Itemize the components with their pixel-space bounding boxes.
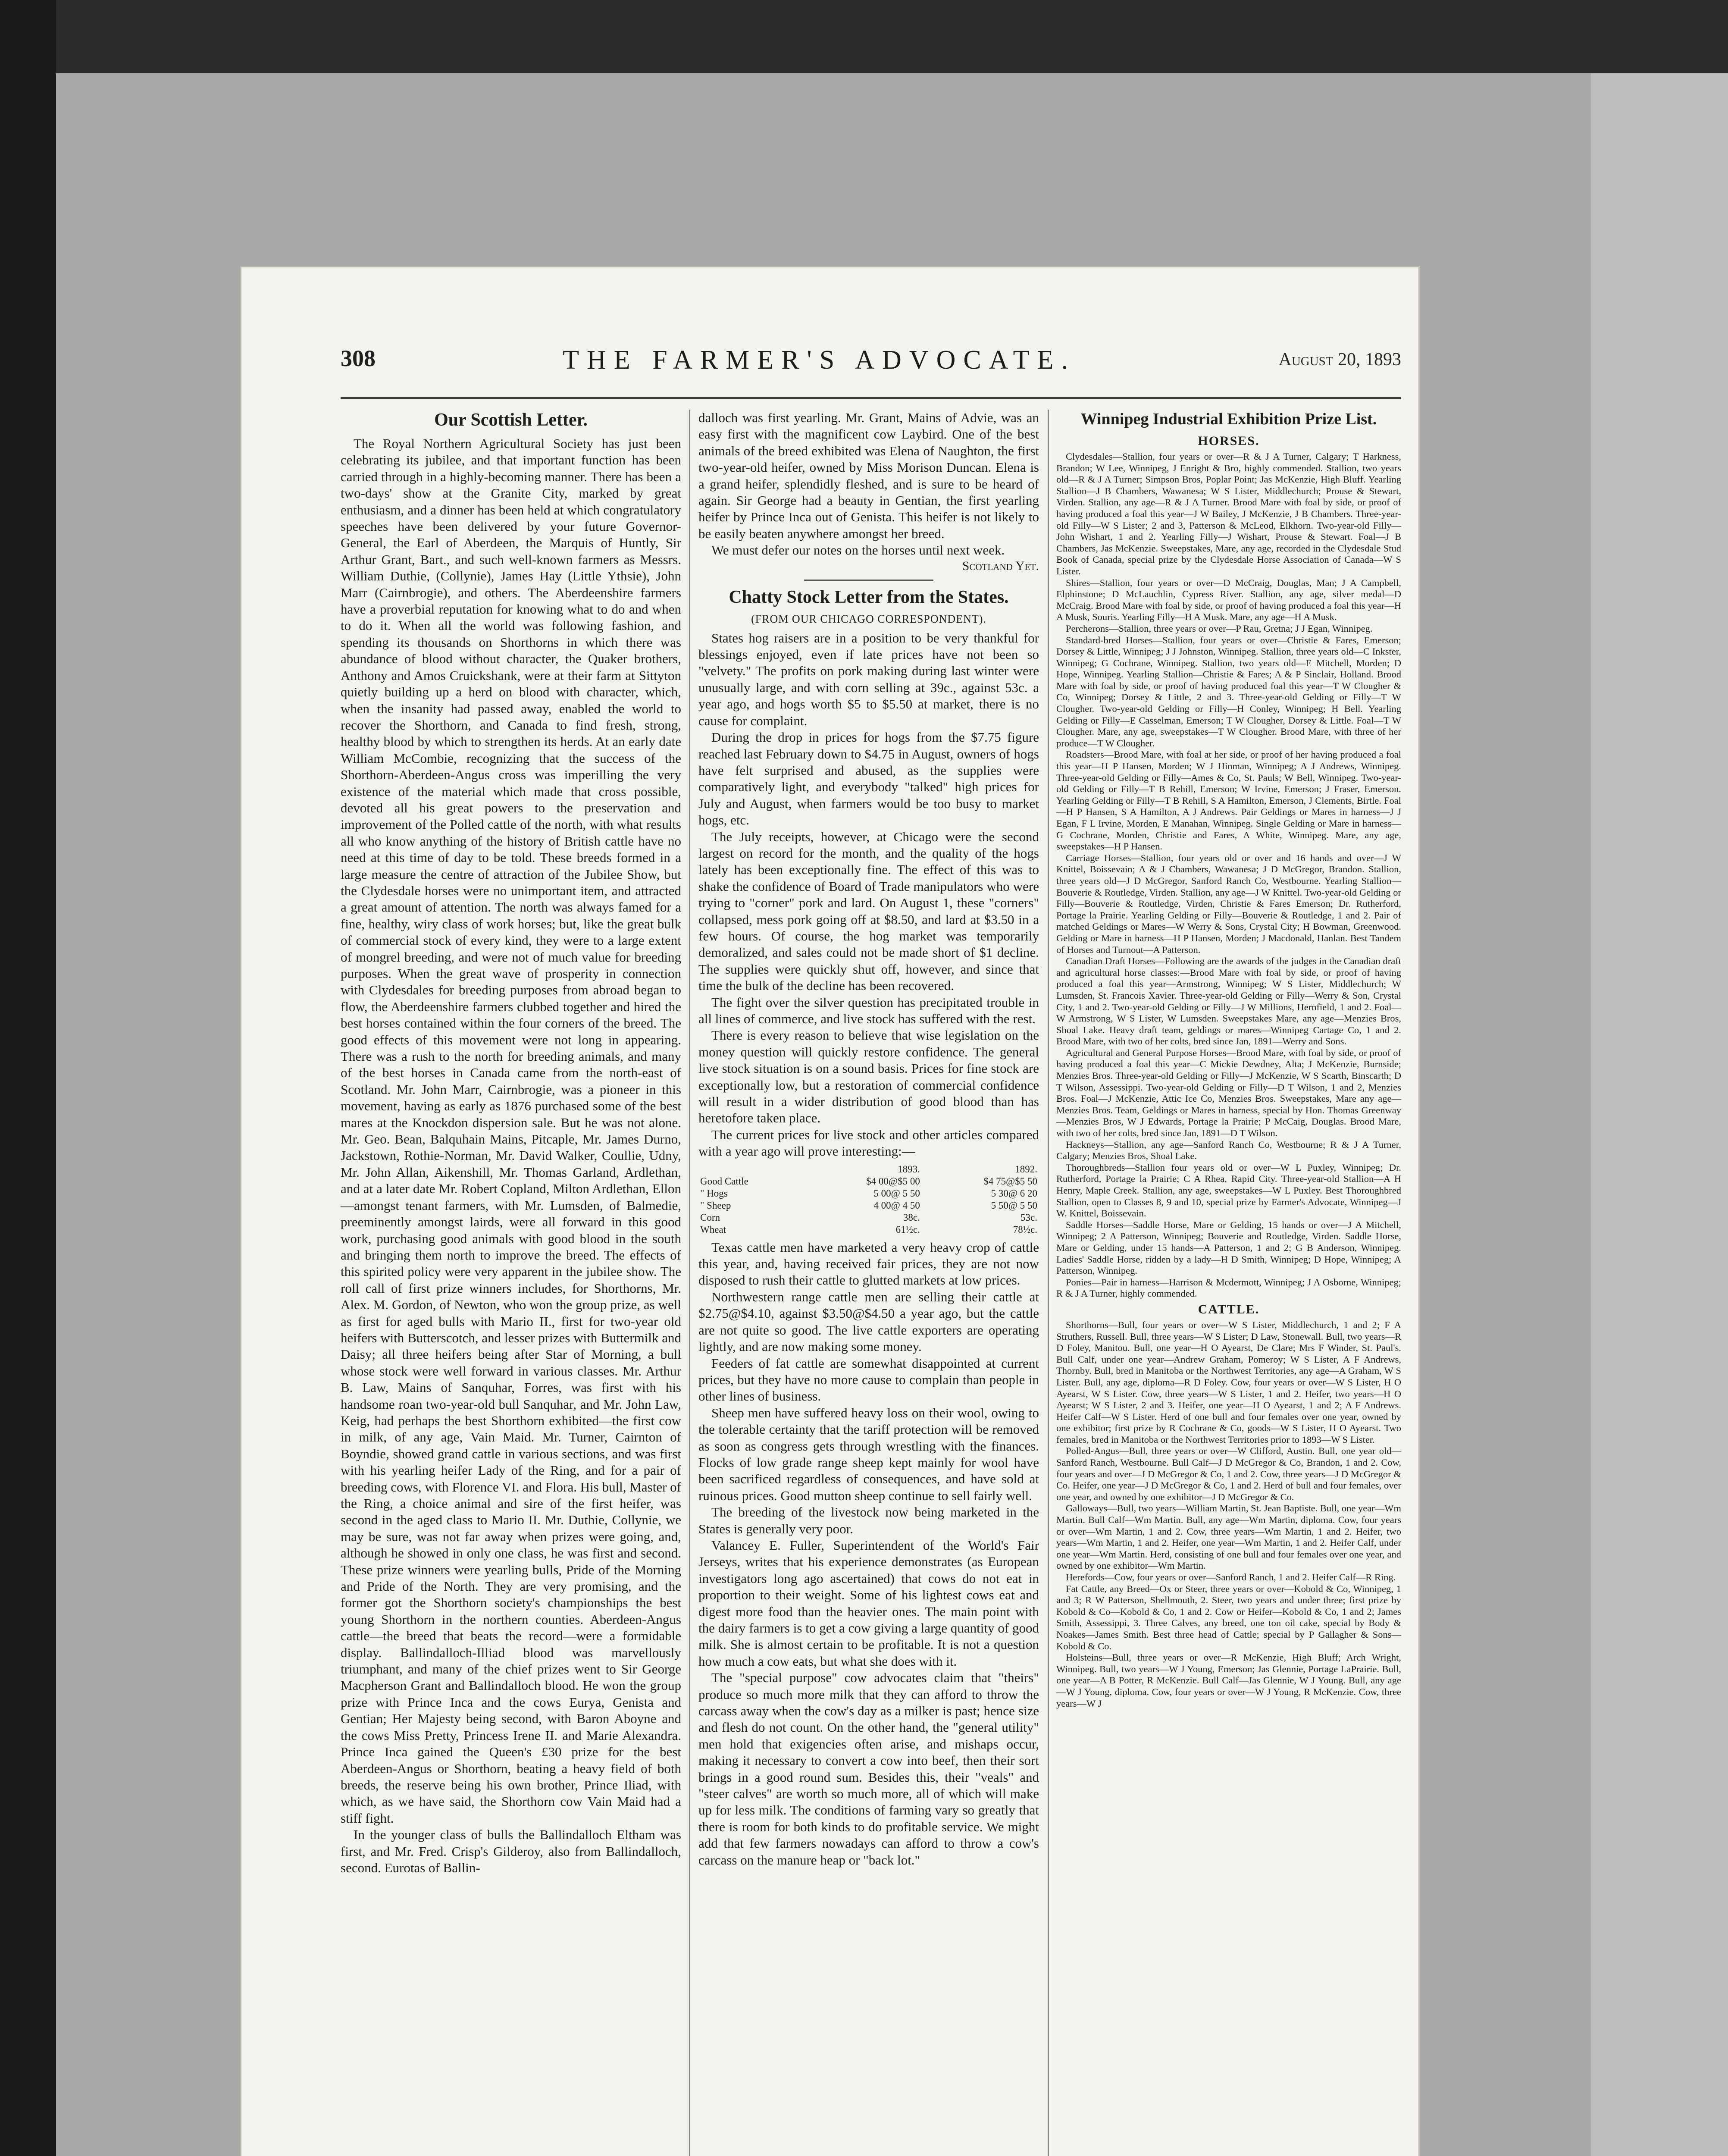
header-rule [341, 397, 1401, 399]
article-subtitle: (FROM OUR CHICAGO CORRESPONDENT). [751, 612, 986, 625]
paragraph: Roadsters—Brood Mare, with foal at her side, or proof of her having produced a foal this year—H P Hansen, Morden; W J Hinman, Winnipeg; A J Andrews, Winnipeg. Three-year-old Gelding or Filly—Ames & Co, St. Pauls; W Bell, Winnipeg. Two-year-old Gelding or Filly—T B Rehill, Emerson; W Irvine, Emerson; J Fraser, Emerson. Yearling Gelding or Filly—T B Rehill, S A Hamilton, Emerson, J Clements, Birtle. Foal—H P Hansen, S A Hamilton, A J Andrews. Pair Geldings or Mares in harness—J J Egan, F L Irvine, Morden, E Manahan, Winnipeg. Single Gelding or Mare in harness—G Cochrane, Morden, Christie and Fares, A White, Winnipeg. Mare, any age, sweepstakes—H P Hansen. [1056, 749, 1401, 852]
section-heading: HORSES. [1198, 434, 1260, 448]
paragraph: States hog raisers are in a position to be very thankful for blessings enjoyed, even if late prices have not been so "velvety." The profits on pork making during last winter were unusually large, and with corn selling at 39c., against 53c. a year ago, and hogs worth $5 to $5.50 at market, there is no cause for complaint. [698, 630, 1039, 728]
paragraph: Hackneys—Stallion, any age—Sanford Ranch Co, Westbourne; R & J A Turner, Calgary; Menzies Bros, Shoal Lake. [1056, 1139, 1401, 1162]
paragraph: Saddle Horses—Saddle Horse, Mare or Gelding, 15 hands or over—J A Mitchell, Winnipeg; 2 A Patterson, Winnipeg; Bouverie and Routledge, Virden. Saddle Horse, Mare or Gelding, under 15 hands—A Patterson, 1 and 2; G B Anderson, Winnipeg. Ladies' Saddle Horse, ridden by a lady—H D Smith, Winnipeg; D Hope, Winnipeg; A Patterson, Winnipeg. [1056, 1219, 1401, 1276]
table-cell: 38c. [903, 1212, 920, 1223]
scan-right-edge [1591, 73, 1728, 2156]
column-scottish-letter [341, 410, 681, 2156]
page-header [341, 345, 1401, 397]
paragraph: Canadian Draft Horses—Following are the awards of the judges in the Canadian draft and agricultural horse classes:—Brood Mare with foal by side, or proof of having produced a foal this year—Armstrong, Winnipeg; W S Lister, Middlechurch; W Lumsden, St. Francois Xavier. Three-year-old Gelding or Filly—Werry & Son, Crystal City, 1 and 2. Two-year-old Gelding or Filly—J W Millions, Hernfield, 1 and 2. Foal—W Armstrong, W S Lister, W Lumsden. Sweepstakes Mare, any age—Menzies Bros, Shoal Lake. Heavy draft team, geldings or mares—Winnipeg Cartage Co, 1 and 2. Brood Mare, with two of her colts, bred since Jan, 1891—Werry and Sons. [1056, 956, 1401, 1047]
price-table [698, 1163, 1039, 1236]
paragraph: There is every reason to believe that wise legislation on the money question will quickly restore confidence. The general live stock situation is on a sound basis. Prices for fine stock are exceptionally low, but a restoration of commercial confidence will result in a wider distribution of good blood than has heretofore taken place. [698, 1028, 1039, 1126]
table-row [698, 1175, 1039, 1188]
table-cell: " Hogs [700, 1188, 728, 1199]
newspaper-page [241, 267, 1418, 2156]
table-cell: 5 30@ 6 20 [991, 1188, 1037, 1199]
paragraph: Feeders of fat cattle are somewhat disappointed at current prices, but they have no more cause to complain than people in other lines of business. [698, 1355, 1039, 1404]
paragraph: Texas cattle men have marketed a very heavy crop of cattle this year, and, having received fair prices, they are not now disposed to rush their cattle to glutted markets at low prices. [698, 1239, 1039, 1288]
table-cell: Corn [700, 1212, 720, 1223]
paragraph: Carriage Horses—Stallion, four years old or over and 16 hands and over—J W Knittel, Boissevain; A & J Chambers, Wawanesa; J D McGregor, Brandon. Stallion, three years old—J D McGregor, Sanford Ranch Co, Westbourne. Yearling Stallion—Bouverie & Routledge, Virden. Stallion, any age—J W Knittel. Two-year-old Gelding or Filly—Bouverie & Routledge, Virden, Christie & Fares Emerson; Dr. Rutherford, Portage la Prairie. Yearling Gelding or Filly—Bouverie & Routledge, 1 and 2. Pair of matched Geldings or Mares—W Werry & Sons, Crystal City; H Bowman, Greenwood. Gelding or Mare in harness—H P Hansen, Morden; J Macdonald, Hanlan. Best Tandem of Horses and Turnout—A Patterson. [1056, 852, 1401, 955]
paragraph: Holsteins—Bull, three years or over—R McKenzie, High Bluff; Arch Wright, Winnipeg. Bull, two years—W J Young, Emerson; Jas Glennie, Portage LaPrairie. Bull, one year—A B Potter, R McKenzie. Bull Calf—Jas Glennie, W J Young. Bull, any age—W J Young, diploma. Cow, four years or over—W J Young, R McKenzie. Cow, three years—W J [1056, 1652, 1401, 1709]
table-row [698, 1188, 1039, 1200]
price-table-header [698, 1163, 1039, 1175]
paragraph: Clydesdales—Stallion, four years or over—R & J A Turner, Calgary; T Harkness, Brandon; W Lee, Winnipeg, J Enright & Bro, highly commended. Stallion, two years old—R & J A Turner; Simpson Bros, Poplar Point; Jas McKenzie, High Bluff. Yearling Stallion—J B Chambers, Wawanesa; W S Lister, Middlechurch; Prouse & Stewart, Virden. Stallion, any age—R & J A Turner. Brood Mare with foal by side, or proof of having produced a foal this year—J W Bailey, J McKenzie, J B Chambers. Three-year-old Filly—W S Lister; 2 and 3, Patterson & McLeod, Elkhorn. Two-year-old Filly—John Wishart, 1 and 2. Yearling Filly—J Wishart, Prouse & Stewart. Foal—J B Chambers, Jas McKenzie. Sweepstakes, Mare, any age, recorded in the Clydesdale Stud Book of Canada, special prize by the Clydesdale Horse Association of Canada—W S Lister. [1056, 451, 1401, 577]
signature: Scotland Yet. [962, 558, 1039, 573]
paragraph: Standard-bred Horses—Stallion, four years or over—Christie & Fares, Emerson; Dorsey & Little, Winnipeg; J J Johnston, Winnipeg. Stallion, three years old—C Inkster, Winnipeg; G Cochrane, Winnipeg. Stallion, two years old—E Mitchell, Morden; D Hope, Winnipeg. Yearling Stallion—Christie & Fares; A & P Sinclair, Holland. Brood Mare with foal by side, or proof of having produced foal this year—T W Clougher & Co, Winnipeg; Dorsey & Little, 2 and 3. Three-year-old Gelding or Filly—T W Clougher. Two-year-old Gelding or Filly—H Conley, Winnipeg; H Bell. Yearling Gelding or Filly—E Casselman, Emerson; T W Clougher, Dorsey & Little. Foal—T W Clougher. Mare, any age, sweepstakes—T W Clougher. Brood Mare, with three of her produce—T W Clougher. [1056, 634, 1401, 749]
table-row [698, 1200, 1039, 1212]
paragraph: Galloways—Bull, two years—William Martin, St. Jean Baptiste. Bull, one year—Wm Martin. Bull Calf—Wm Martin. Bull, any age—Wm Martin, diploma. Cow, four years or over—Wm Martin, 1 and 2. Cow, three years—Wm Martin, 1 and 2. Heifer, two years—Wm Martin, 1 and 2. Heifer, one year—Wm Martin, 1 and 2. Heifer Calf, under one year—Wm Martin. Herd, consisting of one bull and four females over one year, and owned by one exhibitor—Wm Martin. [1056, 1503, 1401, 1571]
paragraph: The breeding of the livestock now being marketed in the States is generally very poor. [698, 1504, 1039, 1536]
paragraph: During the drop in prices for hogs from the $7.75 figure reached last February down to $4.75 in August, owners of hogs have felt surprised and abused, as the supplies were comparatively light, and everybody "talked" high prices for July and August, when farmers would be too busy to market hogs, etc. [698, 730, 1039, 828]
table-cell: 5 00@ 5 50 [873, 1188, 920, 1199]
paragraph: Fat Cattle, any Breed—Ox or Steer, three years or over—Kobold & Co, Winnipeg, 1 and 3; R W Patterson, Shellmouth, 2. Steer, two years and under three; first prize by Kobold & Co—Kobold & Co, 1 and 2. Cow or Heifer—Kobold & Co, 1 and 2; James Smith, Assessippi, 3. Three Calves, any breed, one ton oil cake, special by Body & Noakes—James Smith. Best three head of Cattle; special by P Gallagher & Sons—Kobold & Co. [1056, 1583, 1401, 1651]
paragraph: Northwestern range cattle men are selling their cattle at $2.75@$4.10, against $3.50@$4.50 a year ago, but the cattle are not quite so good. The live cattle exporters are operating lightly, and are now making some money. [698, 1289, 1039, 1354]
section-heading: CATTLE. [1198, 1302, 1260, 1316]
article-title: Chatty Stock Letter from the States. [729, 587, 1009, 607]
table-cell: 61½c. [895, 1224, 920, 1235]
paragraph: Shorthorns—Bull, four years or over—W S Lister, Middlechurch, 1 and 2; F A Struthers, Russell. Bull, three years—W S Lister; D Law, Stonewall. Bull, two years—R D Foley, Manitou. Bull, one year—H O Ayearst, De Clare; Mrs F Winder, St. Paul's. Bull Calf, under one year—Andrew Graham, Pomeroy; W S Lister, A F Andrews, Thornby. Bull, bred in Manitoba or the Northwest Territories, any age—A Graham, W S Lister. Bull, any age, diploma—R D Foley. Cow, four years or over—W S Lister, H O Ayearst, W S Lister. Cow, three years—W S Lister, 1 and 2. Heifer, two years—H O Ayearst; W S Lister, 2 and 3. Heifer, one year—H O Ayearst, 1 and 2; A F Andrews. Heifer Calf—W S Lister. Herd of one bull and four females over one year, owned by one exhibitor; first prize by R Cochrane & Co, goods—W S Lister, H O Ayearst. Two females, bred in Manitoba or the Northwest Territories prior to 1893—W S Lister. [1056, 1319, 1401, 1445]
table-cell: 78½c. [1013, 1224, 1037, 1235]
paragraph: The current prices for live stock and other articles compared with a year ago will prove interesting:— [698, 1127, 1039, 1159]
scan-top-edge [0, 0, 1728, 73]
table-cell: Wheat [700, 1224, 726, 1235]
paragraph: Shires—Stallion, four years or over—D McCraig, Douglas, Man; J A Campbell, Elphinstone; D McLauchlin, Cypress River. Stallion, any age, silver medal—D McCraig. Brood Mare with foal by side, or proof of having produced a foal this year—H A Musk, Souris. Yearling Filly—H A Musk. Mare, any age—H A Musk. [1056, 577, 1401, 623]
table-row [698, 1224, 1039, 1236]
column-rule [1048, 410, 1049, 2156]
masthead: THE FARMER'S ADVOCATE. [563, 345, 1076, 375]
column-rule [689, 410, 690, 2156]
paragraph: Percherons—Stallion, three years or over—P Rau, Gretna; J J Egan, Winnipeg. [1066, 623, 1373, 634]
paragraph: Polled-Angus—Bull, three years or over—W Clifford, Austin. Bull, one year old—Sanford Ranch, Westbourne. Bull Calf—J D McGregor & Co, Brandon, 1 and 2. Cow, four years and over—J D McGregor & Co, 1 and 2. Cow, three years—J D McGregor & Co. Heifer, one year—J D McGregor & Co, 1 and 2. Herd of bull and four females, over one year, and owned by one exhibitor—J D McGregor & Co. [1056, 1445, 1401, 1502]
paragraph: Ponies—Pair in harness—Harrison & Mcdermott, Winnipeg; J A Osborne, Winnipeg; R & J A Turner, highly commended. [1056, 1276, 1401, 1299]
paragraph: We must defer our notes on the horses until next week. [711, 542, 1005, 558]
issue-date: August 20, 1893 [1278, 350, 1401, 370]
paragraph: Agricultural and General Purpose Horses—Brood Mare, with foal by side, or proof of having produced a foal this year—C Mickie Dewdney, Alta; J McKenzie, Burnside; Menzies Bros. Three-year-old Gelding or Filly—J McKenzie, W S Scarth, Binscarth; D T Wilson, Assessippi. Two-year-old Gelding or Filly—D T Wilson, 1 and 2, Menzies Bros. Foal—J McKenzie, Attic Ice Co, Menzies Bros. Sweepstakes, Mare any age—Menzies Bros. Team, Geldings or Mares in harness, special by Hon. Thomas Greenway—Menzies Bros, W J Edwards, Portage la Prairie; P McCaig, Douglas. Brood Mare, with two of her colts, bred since Jan, 1891—D T Wilson. [1056, 1047, 1401, 1139]
article-title: Our Scottish Letter. [434, 410, 588, 430]
paragraph: The Royal Northern Agricultural Society has just been celebrating its jubilee, and that important function has been carried through in a highly-becoming manner. There has been a two-days' show at the Granite City, marked by great enthusiasm, and a dinner has been held at which congratulatory speeches have been delivered by your future Governor-General, the Earl of Aberdeen, the Marquis of Huntly, Sir Arthur Grant, Bart., and such well-known farmers as Messrs. William Duthie, (Collynie), James Hay (Little Ythsie), John Marr (Cairnbrogie), and others. The Aberdeenshire farmers have a proverbial reputation for knowing what to do and when to do it. When all the world was following fashion, and spending its thousands on Shorthorns in which there was abundance of blood without character, the Quaker brothers, Anthony and Amos Cruickshank, were at their farm at Sittyton quietly building up a herd on blood with character, which, when the insanity had passed away, enabled the world to recover the Shorthorn, and Canada to find fresh, strong, healthy blood by which to strengthen its herds. At an early date William McCombie, recognizing that the success of the Shorthorn-Aberdeen-Angus cross was imperilling the very existence of the material which made that cross possible, devoted all his great powers to the preservation and improvement of the Polled cattle of the north, with what results all who know anything of the history of British cattle have no need at this time of day to be told. These breeds formed in a large measure the centre of attraction of the Jubilee Show, but the Clydesdale horses were no unimportant item, and attracted a great amount of attention. The north was always famed for a fine, healthy, wiry class of work horses; but, like the great bulk of commercial stock of every kind, they were to a large extent of mongrel breeding, and were not of much value for breeding purposes. When the great wave of prosperity in connection with Clydesdales for breeding purposes from abroad began to flow, the Aberdeenshire farmers clubbed together and hired the best horses contained within the four corners of the breed. The good effects of this movement were not long in appearing. There was a rush to the north for breeding animals, and many of the best horses in Canada came from the north-east of Scotland. Mr. John Marr, Cairnbrogie, was a pioneer in this movement, having as early as 1876 purchased some of the best mares at the Knockdon dispersion sale. But he was not alone. Mr. Geo. Bean, Balquhain Mains, Pitcaple, Mr. James Durno, Jackstown, Rothie-Norman, Mr. David Walker, Coullie, Udny, Mr. John Allan, Aikenshill, Mr. Thomas Garland, Ardlethan, and at a later date Mr. Robert Copland, Milton Ardlethan, Ellon—amongst tenant farmers, with Mr. Lumsden, of Balmedie, preeminently amongst lairds, were all forward in this good work, purchasing good animals with good blood in the south and bringing them north to improve the breed. The effects of this spirited policy were very apparent in the jubilee show. The roll call of first prize winners includes, for Shorthorns, Mr. Alex. M. Gordon, of Newton, who won the group prize, as well as first for aged bulls with Mario II., first for two-year old heifers with Butterscotch, and lesser prizes with Buttermilk and Daisy; all three heifers being after Star of Morning, a bull whose stock were well forward in various classes. Mr. Arthur B. Law, Mains of Sanquhar, Forres, was first with his handsome roan two-year-old bull Sanquhar, and Mr. John Law, Keig, had perhaps the best Shorthorn exhibited—the first cow in milk, of any age, Vain Maid. Mr. Turner, Cairnton of Boyndie, showed grand cattle in various sections, and was first with his yearling heifer Lady of the Ring, and for a pair of breeding cows, with Florence VI. and Flora. His bull, Master of the Ring, a choice animal and sire of the first heifer, was second in the aged class to Mario II. Mr. Duthie, Collynie, we may be sure, was not far away when prizes were going, and, although he showed in only one class, he was first and second. These prize winners were yearling bulls, Pride of the Morning and Pride of the North. They are very promising, and the former got the Shorthorn society's championships the best young Shorthorn in the northern counties. Aberdeen-Angus cattle—the breed that beats the record—were a formidable display. Ballindalloch-Illiad blood was marvellously triumphant, and many of the chief prizes went to Sir George Macpherson Grant and Ballindalloch blood. He won the group prize with Prince Inca and the cows Eurya, Genista and Gentian; Her Majesty being second, with Baron Aboyne and the cows Miss Pretty, Princess Irene II. and Marie Alexandra. Prince Inca gained the Queen's £30 prize for the best Aberdeen-Angus or Shorthorn, beating a heavy field of both breeds, the reserve being his own brother, Prince Iliad, with which, as we have said, the Shorthorn cow Vain Maid had a stiff fight. [341, 436, 681, 1826]
paragraph: Thoroughbreds—Stallion four years old or over—W L Puxley, Winnipeg; Dr. Rutherford, Portage la Prairie; C A Rhea, Rapid City. Three-year-old Stallion—A H Henry, Maple Creek. Stallion, any age, sweepstakes—W L Puxley. Best Thoroughbred Stallion, open to Classes 8, 9 and 10, special prize by Farmer's Advocate, Winnipeg—J W. Knittel, Boissevain. [1056, 1162, 1401, 1219]
table-cell: $4 75@$5 50 [983, 1175, 1037, 1187]
scan-left-edge [0, 0, 56, 2156]
paragraph: In the younger class of bulls the Ballindalloch Eltham was first, and Mr. Fred. Crisp's Gilderoy, also from Ballindalloch, second. Eurotas of Ballin- [341, 1827, 681, 1875]
table-header-cell [698, 1163, 805, 1175]
table-row [698, 1212, 1039, 1224]
column-prize-list [1056, 410, 1401, 2156]
table-cell: 4 00@ 4 50 [873, 1200, 920, 1211]
table-cell: " Sheep [700, 1200, 731, 1211]
table-cell: 5 50@ 5 50 [991, 1200, 1037, 1211]
paragraph: The July receipts, however, at Chicago were the second largest on record for the month, and the quality of the hogs lately has been exceptionally fine. The effect of this was to shake the confidence of Board of Trade manipulators who were trying to "corner" pork and lard. On August 1, these "corners" collapsed, mess pork going off at $8.50, and lard at $3.50 in a few hours. Of course, the hog market was temporarily demoralized, and sales could not be made short of $1 decline. The supplies were quickly shut off, however, and since that time the bulk of the decline has been recovered. [698, 829, 1039, 993]
paragraph: The "special purpose" cow advocates claim that "theirs" produce so much more milk that they can afford to throw the carcass away when the cow's day as a milker is past; hence size and flesh do not count. On the other hand, the "general utility" men hold that exigencies often arise, and mishaps occur, making it necessary to convert a cow into beef, then their sort brings in a good round sum. Besides this, their "veals" and "steer calves" are worth so much more, all of which will make up for less milk. The conditions of farming vary so greatly that there is room for both kinds to do profitable service. We might add that few farmers nowadays can afford to throw a cow's carcass on the manure heap or "back lot." [698, 1670, 1039, 1868]
column-chatty-stock-letter [698, 410, 1039, 1868]
paragraph: Sheep men have suffered heavy loss on their wool, owing to the tolerable certainty that the tariff protection will be removed as soon as congress gets through wrestling with the finances. Flocks of low grade range sheep kept mainly for wool have been sacrificed regardless of consequences, and have sold at ruinous prices. Good mutton sheep continue to sell fairly well. [698, 1405, 1039, 1503]
table-cell: Good Cattle [700, 1175, 748, 1187]
article-title: Winnipeg Industrial Exhibition Prize List. [1080, 410, 1377, 428]
paragraph: Herefords—Cow, four years or over—Sanford Ranch, 1 and 2. Heifer Calf—R Ring. [1066, 1572, 1396, 1583]
table-cell: 53c. [1021, 1212, 1037, 1223]
table-header-cell: 1892. [1015, 1163, 1037, 1175]
table-cell: $4 00@$5 00 [866, 1175, 920, 1187]
page-number: 308 [341, 345, 376, 371]
divider [804, 580, 933, 581]
paragraph: dalloch was first yearling. Mr. Grant, Mains of Advie, was an easy first with the magnificent cow Laybird. One of the best animals of the breed exhibited was Elena of Naughton, the first two-year-old heifer, owned by Miss Morison Duncan. Elena is a grand heifer, splendidly fleshed, and is sure to be heard of again. Sir George had a beauty in Gentian, the first yearling heifer by Prince Inca out of Genista. This heifer is not likely to be easily beaten anywhere amongst her breed. [698, 410, 1039, 541]
table-header-cell: 1893. [898, 1163, 920, 1175]
paragraph: The fight over the silver question has precipitated trouble in all lines of commerce, and live stock has suffered with the rest. [698, 994, 1039, 1026]
paragraph: Valancey E. Fuller, Superintendent of the World's Fair Jerseys, writes that his experience demonstrates (as European investigators long ago ascertained) that cows do not eat in proportion to their weight. Some of his lightest cows eat and digest more food than the heavier ones. The main point with the dairy farmers is to get a cow giving a large quantity of good milk. She is almost certain to be profitable. It is not a question how much a cow eats, but what she does with it. [698, 1537, 1039, 1669]
